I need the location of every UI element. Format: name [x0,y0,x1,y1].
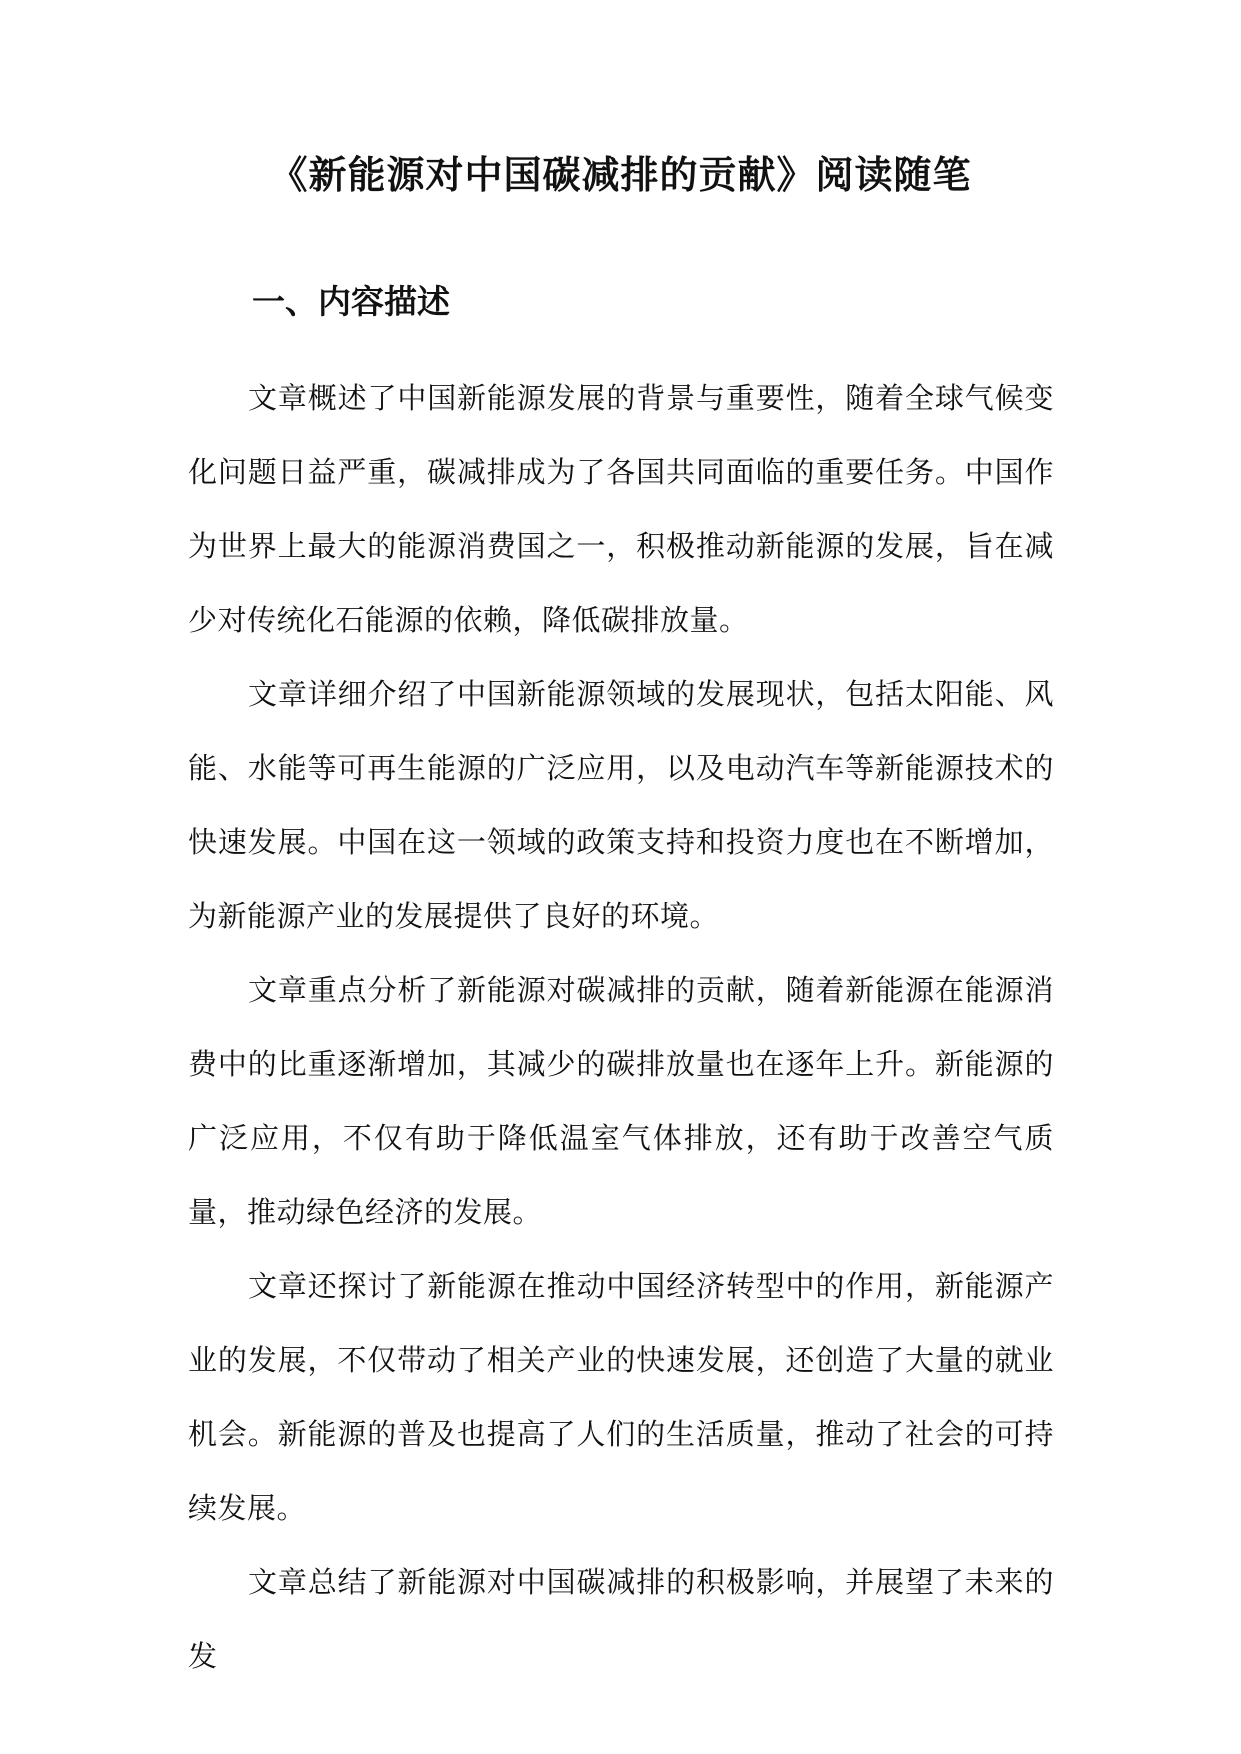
paragraph-4 [188,1249,1054,1545]
paragraph-line: 问题日益严重，碳减排成为了各国共同面临的重要任务。中国作为世 [188,455,1054,563]
paragraph-line: 文章还探讨了新能源在推动中国经济转型中的作用，新能源产业 [188,1269,1054,1377]
paragraph-line: 绿色经济的发展。 [306,1195,543,1229]
paragraph-line: 展。中国在这一领域的政策支持和投资力度也在不断增加，为新能源 [188,825,1054,933]
paragraph-line: 文章重点分析了新能源对碳减排的贡献，随着新能源在能源消费 [188,973,1054,1081]
paragraph-line: 中的比重逐渐增加，其减少的碳排放量也在逐年上升。新能源的广泛 [188,1047,1054,1155]
paragraph-line: 新能源的普及也提高了人们的生活质量，推动了社会的可持续发展。 [188,1417,1054,1525]
paragraph-line: 产业的发展提供了良好的环境。 [306,899,720,933]
paragraph-line: 界上最大的能源消费国之一，积极推动新能源的发展，旨在减少对传 [188,529,1054,637]
paragraph-1 [188,361,1054,657]
paragraph-line: 文章概述了中国新能源发展的背景与重要性，随着全球气候变化 [188,381,1054,489]
paragraph-line: 的发展，不仅带动了相关产业的快速发展，还创造了大量的就业机会。 [188,1343,1054,1451]
paragraph-line: 应用，不仅有助于降低温室气体排放，还有助于改善空气质量，推动 [188,1121,1054,1229]
section-body [188,361,1054,1693]
paragraph-2 [188,657,1054,953]
paragraph-line: 文章总结了新能源对中国碳减排的积极影响，并展望了未来的发 [188,1565,1054,1673]
section-heading: 一、内容描述 [252,282,450,321]
paragraph-3 [188,953,1054,1249]
paragraph-line: 水能等可再生能源的广泛应用，以及电动汽车等新能源技术的快速发 [188,751,1054,859]
document-title: 《新能源对中国碳减排的贡献》阅读随笔 [269,152,972,197]
paragraph-5 [188,1545,1054,1693]
paragraph-line: 文章详细介绍了中国新能源领域的发展现状，包括太阳能、风能、 [188,677,1054,785]
paragraph-line: 统化石能源的依赖，降低碳排放量。 [276,603,749,637]
